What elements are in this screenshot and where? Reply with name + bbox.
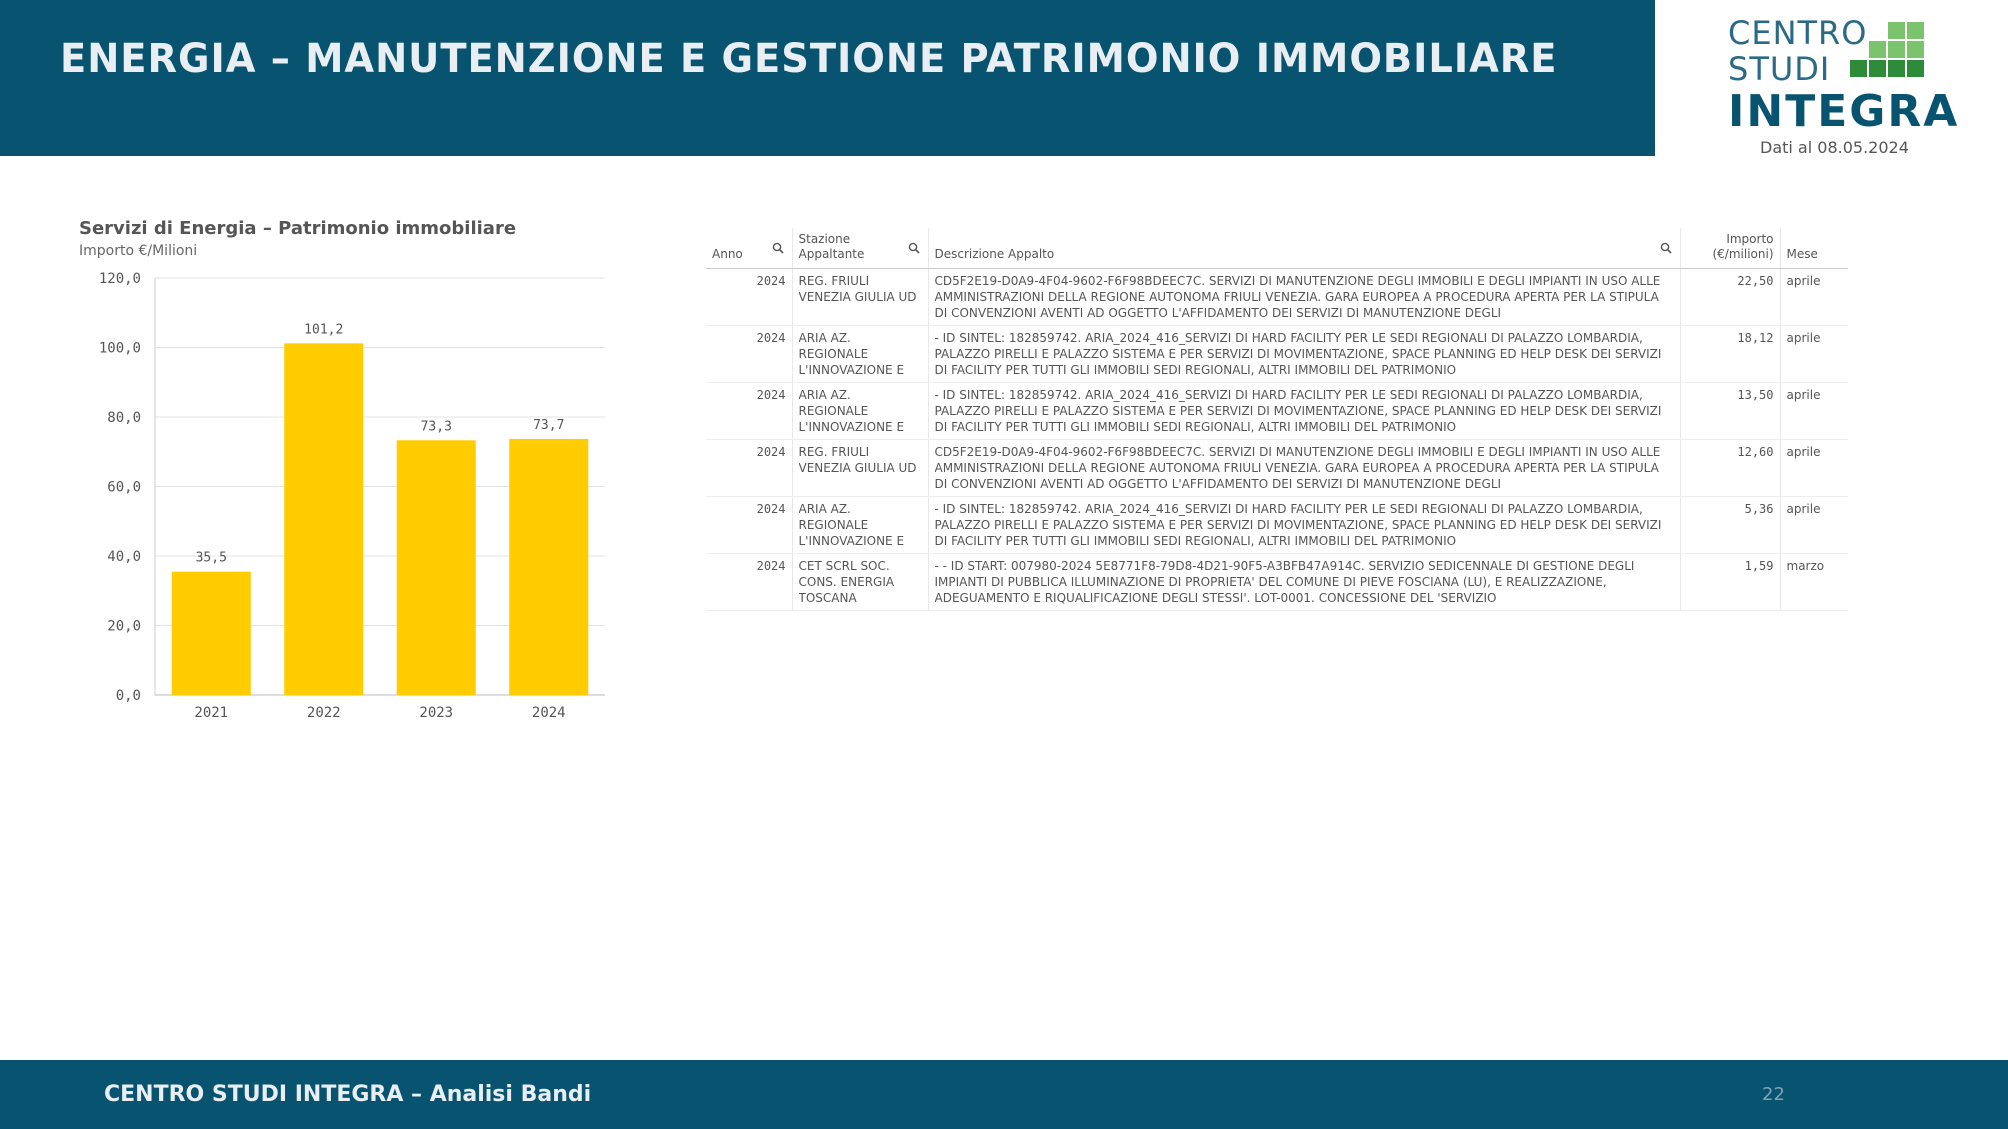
cell-descrizione-text: - ID SINTEL: 182859742. ARIA_2024_416_SERVIZI DI HARD FACILITY PER LE SEDI REGIONALI DI PALAZZO LOMBARDIA, PALAZZO PIRELLI E PALAZZO SISTEMA E PER SERVIZI DI MOVIMENTAZIONE, SPACE PLANNING ED HELP DESK DEI SERVIZI DI FACILITY PER TUTTI GLI IMMOBILI SEDI REGIONALI, ALTRI IMMOBILI DEL PATRIMONIO xyxy=(934,331,1662,377)
header-descrizione-label: Descrizione Appalto xyxy=(934,247,1055,261)
header-importo[interactable] xyxy=(1680,228,1780,269)
x-tick-label: 2023 xyxy=(419,705,454,721)
data-date: Dati al 08.05.2024 xyxy=(1760,138,1909,157)
logo-line-studi: STUDI xyxy=(1728,50,1831,88)
cell-importo-text: 22,50 xyxy=(1737,274,1774,288)
cell-mese xyxy=(1780,497,1848,554)
search-icon[interactable] xyxy=(908,242,920,254)
cell-descrizione xyxy=(928,497,1680,554)
x-tick-label: 2021 xyxy=(194,705,229,721)
cell-anno-text: 2024 xyxy=(756,274,786,288)
cell-stazione xyxy=(792,269,928,326)
cell-mese xyxy=(1780,326,1848,383)
cell-stazione xyxy=(792,440,928,497)
cell-anno-text: 2024 xyxy=(756,502,786,516)
y-tick-label: 80,0 xyxy=(107,410,141,426)
search-icon[interactable] xyxy=(772,242,784,254)
y-tick-label: 100,0 xyxy=(98,340,141,357)
header-mese[interactable] xyxy=(1780,228,1848,269)
cell-mese-text: aprile xyxy=(1786,445,1821,459)
cell-stazione xyxy=(792,383,928,440)
header-band xyxy=(0,0,1655,156)
table-row[interactable] xyxy=(706,383,1848,440)
appalti-table xyxy=(706,228,1848,611)
header-descrizione[interactable] xyxy=(928,228,1680,269)
y-tick-label: 120,0 xyxy=(98,271,141,287)
header-anno-label: Anno xyxy=(712,247,743,261)
cell-stazione-text: REG. FRIULI VENEZIA GIULIA UD xyxy=(798,274,917,304)
header-anno[interactable] xyxy=(706,228,792,269)
cell-anno-text: 2024 xyxy=(756,559,786,573)
cell-anno-text: 2024 xyxy=(756,331,786,345)
cell-mese xyxy=(1780,440,1848,497)
cell-mese xyxy=(1780,554,1848,611)
cell-descrizione-text: - - ID START: 007980-2024 5E8771F8-79D8-4D21-90F5-A3BFB47A914C. SERVIZIO SEDICENNALE DI GESTIONE DEGLI IMPIANTI DI PUBBLICA ILLUMINAZIONE DI PROPRIETA' DEL COMUNE DI PIEVE FOSCIANA (LU), E REALIZZAZIONE, ADEGUAMENTO E RIQUALIFICAZIONE DEGLI STESSI'. LOT-0001. CONCESSIONE DEL 'SERVIZIO xyxy=(934,559,1635,605)
cell-stazione-text: CET SCRL SOC. CONS. ENERGIA TOSCANA xyxy=(798,559,895,605)
cell-importo xyxy=(1680,554,1780,611)
cell-descrizione xyxy=(928,269,1680,326)
table-header-row xyxy=(706,228,1848,269)
bar-chart xyxy=(80,270,620,730)
cell-mese xyxy=(1780,383,1848,440)
cell-importo xyxy=(1680,440,1780,497)
bar-value-label: 101,2 xyxy=(304,322,344,338)
y-tick-label: 0,0 xyxy=(115,688,141,704)
cell-descrizione xyxy=(928,440,1680,497)
cell-anno xyxy=(706,326,792,383)
cell-anno xyxy=(706,383,792,440)
search-icon[interactable] xyxy=(1660,242,1672,254)
cell-mese-text: aprile xyxy=(1786,331,1821,345)
table-row[interactable] xyxy=(706,326,1848,383)
cell-descrizione-text: - ID SINTEL: 182859742. ARIA_2024_416_SERVIZI DI HARD FACILITY PER LE SEDI REGIONALI DI PALAZZO LOMBARDIA, PALAZZO PIRELLI E PALAZZO SISTEMA E PER SERVIZI DI MOVIMENTAZIONE, SPACE PLANNING ED HELP DESK DEI SERVIZI DI FACILITY PER TUTTI GLI IMMOBILI SEDI REGIONALI, ALTRI IMMOBILI DEL PATRIMONIO xyxy=(934,388,1662,434)
logo xyxy=(1700,14,2000,159)
cell-mese-text: aprile xyxy=(1786,502,1821,516)
bar xyxy=(397,440,476,695)
cell-mese-text: marzo xyxy=(1786,559,1825,573)
cell-descrizione xyxy=(928,326,1680,383)
cell-anno xyxy=(706,497,792,554)
bar xyxy=(284,343,363,695)
cell-anno xyxy=(706,554,792,611)
cell-importo xyxy=(1680,326,1780,383)
cell-importo-text: 5,36 xyxy=(1744,502,1774,516)
header-importo-label: Importo (€/milioni) xyxy=(1712,232,1774,261)
cell-anno-text: 2024 xyxy=(756,445,786,459)
bar-value-label: 73,3 xyxy=(420,419,452,435)
cell-descrizione-text: CD5F2E19-D0A9-4F04-9602-F6F98BDEEC7C. SERVIZI DI MANUTENZIONE DEGLI IMMOBILI E DEGLI IMPIANTI IN USO ALLE AMMINISTRAZIONI DELLA REGIONE AUTONOMA FRIULI VENEZIA. GARA EUROPEA A PROCEDURA APERTA PER LA STIPULA DI CONVENZIONI AVENTI AD OGGETTO L'AFFIDAMENTO DEI SERVIZI DI MANUTENZIONE DEGLI xyxy=(934,445,1661,491)
page-number: 22 xyxy=(1762,1084,1785,1105)
y-tick-label: 60,0 xyxy=(107,479,141,496)
cell-importo-text: 1,59 xyxy=(1744,559,1774,573)
footer-text: CENTRO STUDI INTEGRA – Analisi Bandi xyxy=(104,1082,592,1107)
cell-importo xyxy=(1680,497,1780,554)
bar xyxy=(509,439,588,695)
cell-stazione-text: ARIA AZ. REGIONALE L'INNOVAZIONE E xyxy=(798,331,905,377)
logo-line-centro: CENTRO xyxy=(1728,14,1868,52)
cell-mese-text: aprile xyxy=(1786,388,1821,402)
cell-descrizione xyxy=(928,554,1680,611)
y-tick-label: 40,0 xyxy=(107,549,141,565)
cell-stazione xyxy=(792,554,928,611)
x-tick-label: 2022 xyxy=(306,705,341,721)
cell-importo-text: 13,50 xyxy=(1737,388,1774,402)
chart-subtitle: Importo €/Milioni xyxy=(79,243,198,259)
table-row[interactable] xyxy=(706,554,1848,611)
cell-importo xyxy=(1680,269,1780,326)
cell-descrizione-text: - ID SINTEL: 182859742. ARIA_2024_416_SERVIZI DI HARD FACILITY PER LE SEDI REGIONALI DI PALAZZO LOMBARDIA, PALAZZO PIRELLI E PALAZZO SISTEMA E PER SERVIZI DI MOVIMENTAZIONE, SPACE PLANNING ED HELP DESK DEI SERVIZI DI FACILITY PER TUTTI GLI IMMOBILI SEDI REGIONALI, ALTRI IMMOBILI DEL PATRIMONIO xyxy=(934,502,1662,548)
cell-mese xyxy=(1780,269,1848,326)
cell-mese-text: aprile xyxy=(1786,274,1821,288)
cell-descrizione xyxy=(928,383,1680,440)
header-stazione-label: Stazione Appaltante xyxy=(798,232,865,261)
cell-stazione xyxy=(792,497,928,554)
y-tick-label: 20,0 xyxy=(107,618,141,635)
cell-anno xyxy=(706,440,792,497)
cell-importo-text: 12,60 xyxy=(1737,445,1774,459)
header-mese-label: Mese xyxy=(1786,247,1818,261)
x-tick-label: 2024 xyxy=(531,705,566,721)
cell-anno xyxy=(706,269,792,326)
header-stazione[interactable] xyxy=(792,228,928,269)
table-row[interactable] xyxy=(706,497,1848,554)
page-title: ENERGIA – MANUTENZIONE E GESTIONE PATRIMONIO IMMOBILIARE xyxy=(60,36,1558,82)
footer-band xyxy=(0,1060,2008,1129)
table-row[interactable] xyxy=(706,440,1848,497)
cell-stazione-text: ARIA AZ. REGIONALE L'INNOVAZIONE E xyxy=(798,502,905,548)
logo-blocks-icon xyxy=(1850,18,1940,82)
cell-importo xyxy=(1680,383,1780,440)
chart-title: Servizi di Energia – Patrimonio immobiliare xyxy=(79,218,517,239)
cell-descrizione-text: CD5F2E19-D0A9-4F04-9602-F6F98BDEEC7C. SERVIZI DI MANUTENZIONE DEGLI IMMOBILI E DEGLI IMPIANTI IN USO ALLE AMMINISTRAZIONI DELLA REGIONE AUTONOMA FRIULI VENEZIA. GARA EUROPEA A PROCEDURA APERTA PER LA STIPULA DI CONVENZIONI AVENTI AD OGGETTO L'AFFIDAMENTO DEI SERVIZI DI MANUTENZIONE DEGLI xyxy=(934,274,1661,320)
logo-line-integra: INTEGRA xyxy=(1728,86,1960,137)
cell-anno-text: 2024 xyxy=(756,388,786,402)
cell-stazione xyxy=(792,326,928,383)
cell-importo-text: 18,12 xyxy=(1737,331,1774,345)
cell-stazione-text: ARIA AZ. REGIONALE L'INNOVAZIONE E xyxy=(798,388,905,434)
bar xyxy=(172,572,251,695)
bar-value-label: 73,7 xyxy=(533,417,565,433)
bar-value-label: 35,5 xyxy=(195,550,227,566)
table-row[interactable] xyxy=(706,269,1848,326)
cell-stazione-text: REG. FRIULI VENEZIA GIULIA UD xyxy=(798,445,917,475)
